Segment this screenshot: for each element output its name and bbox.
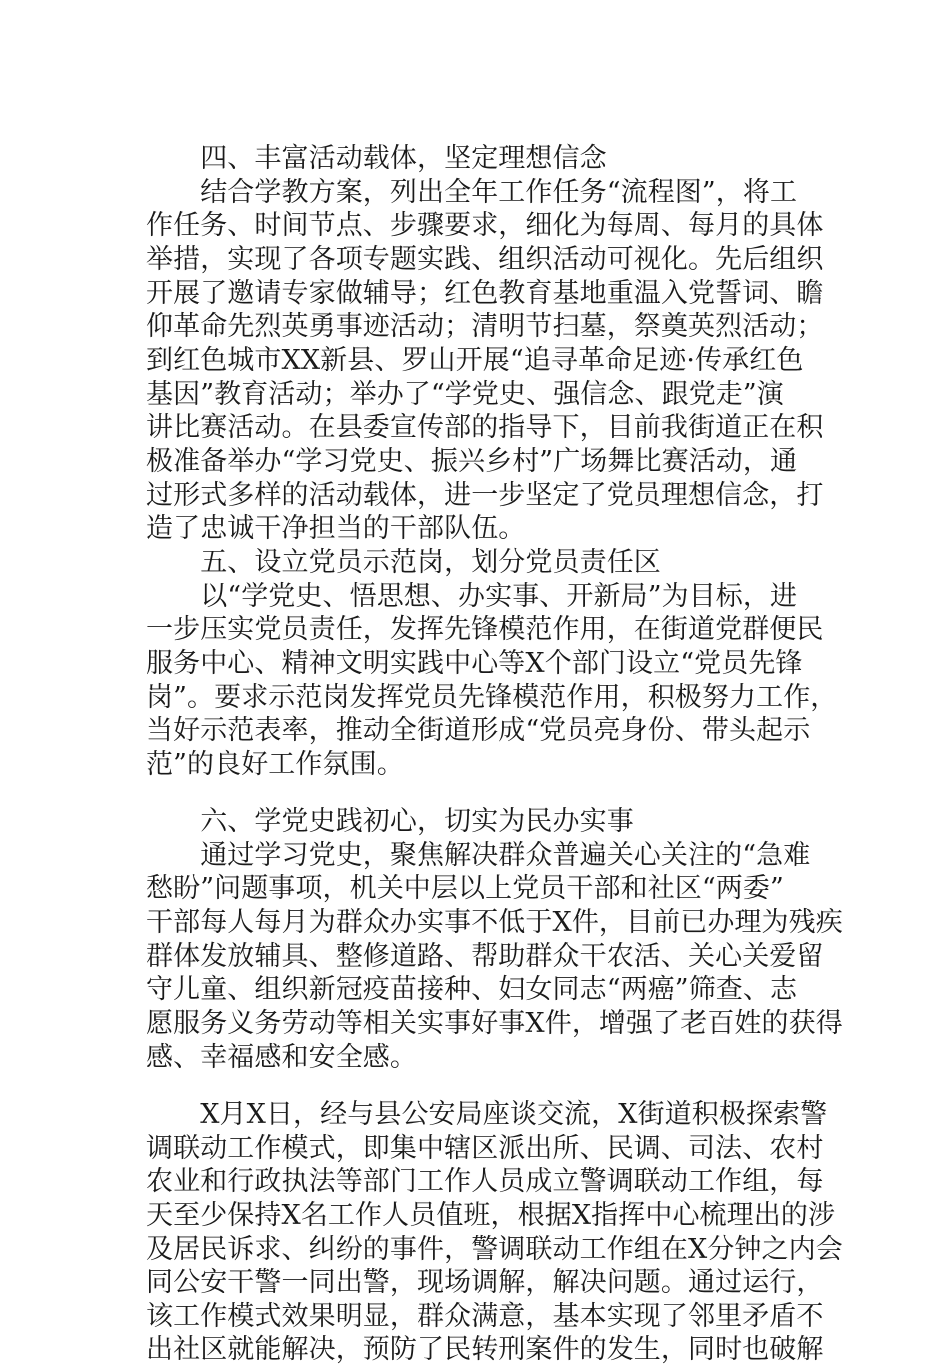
text-line: 过形式多样的活动载体，进一步坚定了党员理想信念，打	[146, 480, 824, 511]
text-line: 群体发放辅具、整修道路、帮助群众干农活、关心关爱留	[146, 941, 824, 972]
heading-section-6: 六、学党史践初心，切实为民办实事	[146, 806, 634, 837]
text-line: 该工作模式效果明显，群众满意，基本实现了邻里矛盾不	[146, 1301, 824, 1332]
text-line: 同公安干警一同出警，现场调解，解决问题。通过运行，	[146, 1267, 824, 1298]
text-line: 基因”教育活动；举办了“学党史、强信念、跟党走”演	[146, 379, 784, 410]
text-line: 造了忠诚干净担当的干部队伍。	[146, 513, 526, 544]
text-line: 出社区就能解决，预防了民转刑案件的发生，同时也破解	[146, 1334, 824, 1365]
text-line: 以“学党史、悟思想、办实事、开新局”为目标，进	[146, 581, 798, 612]
text-line: 结合学教方案，列出全年工作任务“流程图”，将工	[146, 177, 798, 208]
text-line: 农业和行政执法等部门工作人员成立警调联动工作组，每	[146, 1166, 824, 1197]
text-line: 通过学习党史，聚焦解决群众普遍关心关注的“急难	[146, 840, 811, 871]
heading-section-5: 五、设立党员示范岗，划分党员责任区	[146, 547, 661, 578]
text-line: 当好示范表率，推动全街道形成“党员亮身份、带头起示	[146, 715, 811, 746]
text-line: 服务中心、精神文明实践中心等X个部门设立“党员先锋	[146, 648, 803, 679]
text-line: 开展了邀请专家做辅导；红色教育基地重温入党誓词、瞻	[146, 278, 824, 309]
text-line: 及居民诉求、纠纷的事件，警调联动工作组在X分钟之内会	[146, 1234, 843, 1265]
text-line: 愿服务义务劳动等相关实事好事X件，增强了老百姓的获得	[146, 1008, 843, 1039]
text-line: 极准备举办“学习党史、振兴乡村”广场舞比赛活动，通	[146, 446, 798, 477]
text-line: 仰革命先烈英勇事迹活动；清明节扫墓，祭奠英烈活动；	[146, 311, 824, 342]
heading-section-4: 四、丰富活动载体，坚定理想信念	[146, 143, 607, 174]
text-line: 天至少保持X名工作人员值班，根据X指挥中心梳理出的涉	[146, 1200, 836, 1231]
text-line: 调联动工作模式，即集中辖区派出所、民调、司法、农村	[146, 1133, 824, 1164]
text-line: 作任务、时间节点、步骤要求，细化为每周、每月的具体	[146, 210, 824, 241]
text-line: 愁盼”问题事项，机关中层以上党员干部和社区“两委”	[146, 873, 784, 904]
text-line: X月X日，经与县公安局座谈交流，X街道积极探索警	[146, 1099, 828, 1130]
text-line: 一步压实党员责任，发挥先锋模范作用，在街道党群便民	[146, 614, 824, 645]
text-line: 到红色城市XX新县、罗山开展“追寻革命足迹·传承红色	[146, 345, 804, 376]
text-line: 范”的良好工作氛围。	[146, 749, 404, 780]
text-line: 感、幸福感和安全感。	[146, 1042, 417, 1073]
text-line: 岗”。要求示范岗发挥党员先锋模范作用，积极努力工作，	[146, 682, 838, 713]
text-line: 守儿童、组织新冠疫苗接种、妇女同志“两癌”筛查、志	[146, 974, 798, 1005]
text-line: 干部每人每月为群众办实事不低于X件，目前已办理为残疾	[146, 907, 843, 938]
text-line: 举措，实现了各项专题实践、组织活动可视化。先后组织	[146, 244, 824, 275]
text-line: 讲比赛活动。在县委宣传部的指导下，目前我街道正在积	[146, 412, 824, 443]
